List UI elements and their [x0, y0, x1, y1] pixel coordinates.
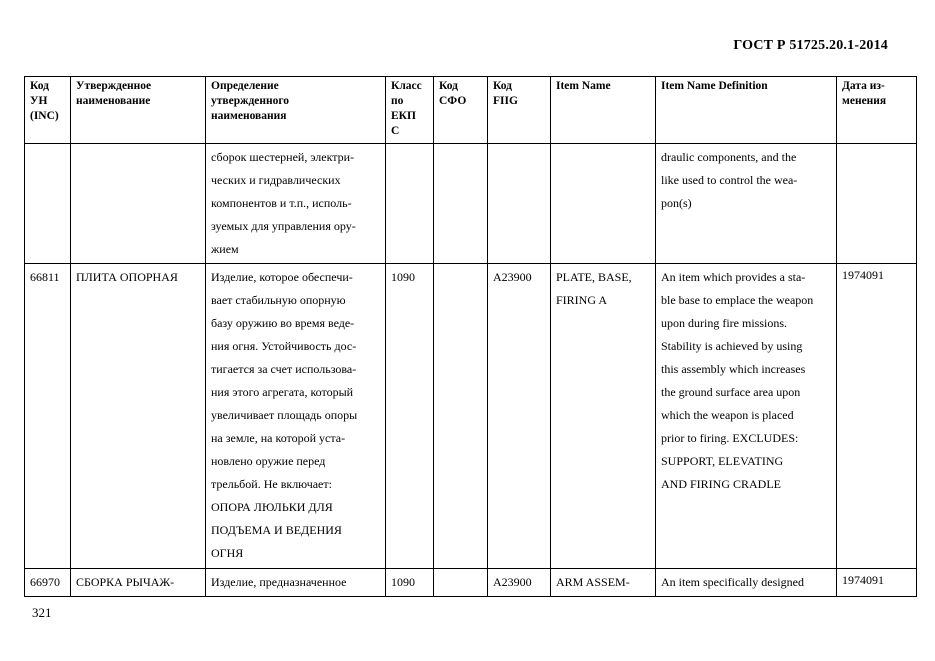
cell-item-name [551, 569, 656, 597]
header-line: СФО [439, 95, 467, 107]
header-item-definition [656, 77, 837, 144]
cell-line: pon(s) [661, 196, 692, 210]
cell-sfo [434, 144, 488, 264]
table-header-row [25, 77, 917, 144]
header-line: Код [439, 80, 459, 92]
cell-line: жием [211, 242, 239, 256]
cell-item-name [551, 264, 656, 569]
header-line: Item Name [556, 80, 611, 92]
header-line: Определение [211, 80, 279, 92]
cell-line: this assembly which increases [661, 362, 806, 376]
cell-line: Изделие, предназначенное [211, 575, 347, 589]
cell-date: 1974091 [837, 264, 917, 569]
cell-class: 1090 [386, 569, 434, 597]
header-line: утвержденного [211, 95, 290, 107]
header-line: по [391, 95, 404, 107]
header-line: FIIG [493, 95, 518, 107]
cell-item-name [551, 144, 656, 264]
header-class [386, 77, 434, 144]
page-number: 321 [32, 605, 52, 620]
cell-line: Изделие, которое обеспечи- [211, 270, 353, 284]
cell-line: FIRING A [556, 293, 608, 307]
cell-line: ПОДЪЕМА И ВЕДЕНИЯ [211, 523, 342, 537]
header-line: наименование [76, 95, 151, 107]
cell-line: тигается за счет использова- [211, 362, 357, 376]
cell-line: ния этого агрегата, который [211, 385, 354, 399]
cell-class: 1090 [386, 264, 434, 569]
cell-definition [206, 569, 386, 597]
cell-definition [206, 144, 386, 264]
cell-line: the ground surface area upon [661, 385, 801, 399]
header-date [837, 77, 917, 144]
cell-line: ОГНЯ [211, 546, 244, 560]
header-fiig [488, 77, 551, 144]
cell-line: ble base to emplace the weapon [661, 293, 814, 307]
cell-line: новлено оружие перед [211, 454, 326, 468]
header-inc [25, 77, 71, 144]
header-line: наименования [211, 110, 287, 122]
cell-line: which the weapon is placed [661, 408, 794, 422]
cell-inc: 66970 [25, 569, 71, 597]
table-body [25, 144, 917, 597]
cell-line: ОПОРА ЛЮЛЬКИ ДЛЯ [211, 500, 333, 514]
cell-line: ния огня. Устойчивость дос- [211, 339, 357, 353]
table-row [25, 144, 917, 264]
header-line: Класс [391, 80, 422, 92]
header-line: менения [842, 95, 887, 107]
cell-line: ПЛИТА ОПОРНАЯ [76, 270, 178, 284]
cell-line: СБОРКА РЫЧАЖ- [76, 575, 175, 589]
cell-fiig [488, 144, 551, 264]
cell-line: трельбой. Не включает: [211, 477, 332, 491]
cell-line: увеличивает площадь опоры [211, 408, 358, 422]
table-row [25, 569, 917, 597]
header-line: С [391, 125, 400, 137]
header-line: (INC) [30, 110, 59, 122]
cell-line: like used to control the wea- [661, 173, 798, 187]
header-sfo [434, 77, 488, 144]
cell-line: вает стабильную опорную [211, 293, 346, 307]
cell-line: сборок шестерней, электри- [211, 150, 355, 164]
cell-line: An item specifically designed [661, 575, 804, 589]
cell-date: 1974091 [837, 569, 917, 597]
cell-line: зуемых для управления ору- [211, 219, 356, 233]
cell-inc [25, 144, 71, 264]
cell-line: Stability is achieved by using [661, 339, 803, 353]
cell-approved-name [71, 264, 206, 569]
cell-line: на земле, на которой уста- [211, 431, 346, 445]
cell-line: ческих и гидравлических [211, 173, 341, 187]
cell-line: базу оружию во время веде- [211, 316, 355, 330]
header-line: Код [493, 80, 513, 92]
cell-date [837, 144, 917, 264]
cell-item-definition [656, 264, 837, 569]
header-line: Утвержденное [76, 80, 152, 92]
header-line: Код [30, 80, 50, 92]
table-row [25, 264, 917, 569]
header-approved-name [71, 77, 206, 144]
cell-line: An item which provides a sta- [661, 270, 806, 284]
cell-sfo [434, 264, 488, 569]
header-line: УН [30, 95, 48, 107]
cell-line: draulic components, and the [661, 150, 797, 164]
cell-inc: 66811 [25, 264, 71, 569]
cell-line: PLATE, BASE, [556, 270, 632, 284]
cell-definition [206, 264, 386, 569]
cell-line: SUPPORT, ELEVATING [661, 454, 784, 468]
header-definition [206, 77, 386, 144]
cell-fiig: A23900 [488, 264, 551, 569]
cell-line: upon during fire missions. [661, 316, 787, 330]
cell-line: компонентов и т.п., исполь- [211, 196, 352, 210]
cell-item-definition [656, 144, 837, 264]
document-code: ГОСТ Р 51725.20.1-2014 [733, 38, 888, 53]
cell-fiig: A23900 [488, 569, 551, 597]
cell-line: prior to firing. EXCLUDES: [661, 431, 799, 445]
header-line: Дата из- [842, 80, 885, 92]
header-line: Item Name Definition [661, 80, 768, 92]
cell-item-definition [656, 569, 837, 597]
header-line: ЕКП [391, 110, 416, 122]
cell-approved-name [71, 569, 206, 597]
cell-line: ARM ASSEM- [556, 575, 630, 589]
cell-line: AND FIRING CRADLE [661, 477, 781, 491]
cell-class [386, 144, 434, 264]
specification-table [24, 76, 917, 597]
cell-sfo [434, 569, 488, 597]
cell-approved-name [71, 144, 206, 264]
header-item-name [551, 77, 656, 144]
